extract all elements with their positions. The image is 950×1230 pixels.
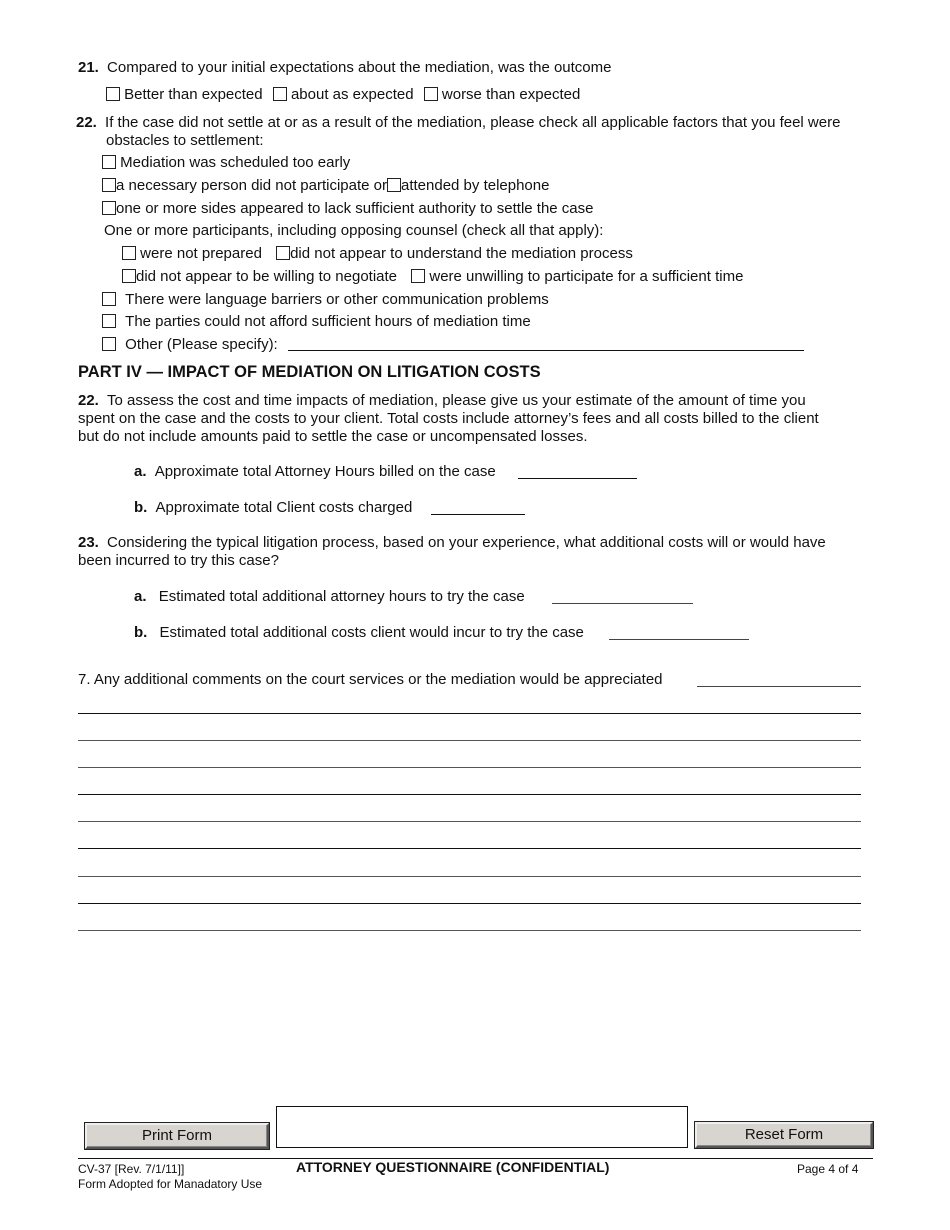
question-number: 23.	[78, 534, 99, 551]
opt-authority	[102, 200, 594, 217]
page-number: Page 4 of 4	[797, 1162, 859, 1176]
not-understand-label: did not appear to understand the mediation process	[290, 245, 633, 262]
attorney-hours-row	[134, 463, 496, 480]
comments-field-first[interactable]	[697, 686, 861, 687]
comment-line	[78, 930, 861, 931]
question-line1: Considering the typical litigation process, based on your experience, what additional costs will or would have	[107, 534, 826, 551]
not-willing-label: did not appear to be willing to negotiate	[136, 268, 398, 285]
comment-line	[78, 903, 861, 904]
worse-label: worse than expected	[441, 86, 581, 103]
about-checkbox[interactable]	[273, 87, 287, 101]
authority-label: one or more sides appeared to lack sufficient authority to settle the case	[116, 200, 594, 217]
participants-row1	[122, 245, 633, 262]
unwilling-time-label: were unwilling to participate for a sufficient time	[429, 268, 744, 285]
form-id: CV-37 [Rev. 7/1/11]]	[78, 1162, 185, 1176]
other-specify-field[interactable]	[288, 350, 804, 351]
question-23	[78, 534, 868, 570]
question-text-line2: obstacles to settlement:	[106, 132, 264, 149]
opt-necessary	[102, 177, 549, 194]
form-adopted: Form Adopted for Manadatory Use	[78, 1177, 263, 1191]
item-label: b.	[134, 499, 148, 516]
participants-intro: One or more participants, including opposing counsel (check all that apply):	[104, 222, 604, 239]
item-label: a.	[134, 463, 147, 480]
question-number: 22.	[78, 392, 99, 409]
telephone-checkbox[interactable]	[387, 178, 401, 192]
additional-costs-row	[134, 624, 584, 641]
opt-language	[102, 291, 549, 308]
better-label: Better than expected	[124, 86, 263, 103]
afford-label: The parties could not afford sufficient hours of mediation time	[125, 313, 531, 330]
attorney-hours-field[interactable]	[518, 478, 637, 479]
comment-line	[78, 740, 861, 741]
opt-afford	[102, 313, 531, 330]
question-number: 21.	[78, 59, 99, 76]
client-costs-row	[134, 499, 412, 516]
better-checkbox[interactable]	[106, 87, 120, 101]
other-label: Other (Please specify):	[125, 336, 278, 353]
print-form-button[interactable]: Print Form	[85, 1123, 269, 1149]
part-iv-heading: PART IV — IMPACT OF MEDIATION ON LITIGATION COSTS	[78, 363, 541, 381]
additional-hours-text: Estimated total additional attorney hours to try the case	[158, 588, 525, 605]
not-understand-checkbox[interactable]	[276, 246, 290, 260]
telephone-label: attended by telephone	[401, 177, 550, 194]
reset-form-button[interactable]: Reset Form	[695, 1122, 873, 1148]
participants-row2	[122, 268, 743, 285]
form-field-box[interactable]	[276, 1106, 688, 1148]
necessary-checkbox[interactable]	[102, 178, 116, 192]
comment-line	[78, 848, 861, 849]
question-22-costs	[78, 392, 868, 446]
about-label: about as expected	[290, 86, 414, 103]
authority-checkbox[interactable]	[102, 201, 116, 215]
question-22-obstacles	[76, 114, 840, 131]
worse-checkbox[interactable]	[424, 87, 438, 101]
item-label: a.	[134, 588, 147, 605]
comment-line	[78, 794, 861, 795]
additional-costs-text: Estimated total additional costs client would incur to try the case	[159, 624, 584, 641]
additional-hours-field[interactable]	[552, 603, 693, 604]
question-text: Compared to your initial expectations about the mediation, was the outcome	[107, 59, 612, 76]
item-label: b.	[134, 624, 148, 641]
not-prepared-checkbox[interactable]	[122, 246, 136, 260]
additional-hours-row	[134, 588, 525, 605]
comment-line	[78, 876, 861, 877]
opt-scheduled	[102, 154, 350, 171]
language-label: There were language barriers or other communication problems	[125, 291, 549, 308]
question-line2: spent on the case and the costs to your client. Total costs include attorney’s fees and all costs billed to the client	[78, 410, 819, 427]
additional-costs-field[interactable]	[609, 639, 749, 640]
necessary-label: a necessary person did not participate or	[116, 177, 387, 194]
client-costs-field[interactable]	[431, 514, 525, 515]
language-checkbox[interactable]	[102, 292, 116, 306]
opt-other	[102, 336, 278, 353]
question-line2: been incurred to try this case?	[78, 552, 279, 569]
question-21	[78, 59, 612, 76]
client-costs-text: Approximate total Client costs charged	[155, 499, 413, 516]
question-text-line1: If the case did not settle at or as a result of the mediation, please check all applicable factors that you feel were	[105, 114, 841, 131]
attorney-hours-text: Approximate total Attorney Hours billed on the case	[154, 463, 496, 480]
unwilling-time-checkbox[interactable]	[411, 269, 425, 283]
scheduled-checkbox[interactable]	[102, 155, 116, 169]
other-checkbox[interactable]	[102, 337, 116, 351]
q21-options	[106, 86, 580, 103]
afford-checkbox[interactable]	[102, 314, 116, 328]
comment-line	[78, 767, 861, 768]
question-line3: but do not include amounts paid to settle the case or uncompensated losses.	[78, 428, 588, 445]
question-number: 22.	[76, 114, 97, 131]
scheduled-label: Mediation was scheduled too early	[120, 154, 351, 171]
comment-line	[78, 713, 861, 714]
comment-line	[78, 821, 861, 822]
question-line1: To assess the cost and time impacts of mediation, please give us your estimate of the amount of time you	[107, 392, 806, 409]
not-prepared-label: were not prepared	[140, 245, 262, 262]
footer-title: ATTORNEY QUESTIONNAIRE (CONFIDENTIAL)	[296, 1159, 610, 1175]
not-willing-checkbox[interactable]	[122, 269, 136, 283]
comments-prompt: 7. Any additional comments on the court services or the mediation would be appreciated	[78, 671, 663, 688]
